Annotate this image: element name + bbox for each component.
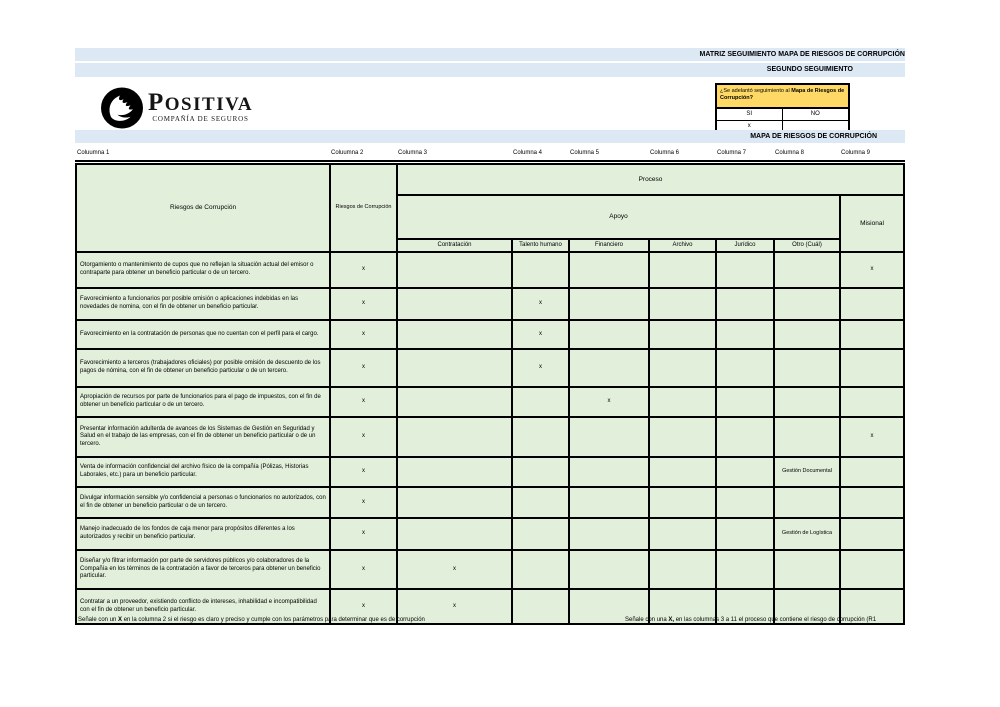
process-cell[interactable]: x	[570, 388, 648, 416]
process-cell[interactable]	[775, 350, 839, 386]
process-cell[interactable]	[513, 590, 568, 623]
risk-description: Manejo inadecuado de los fondos de caja menor para propósitos diferentes a los autorizados y recibir un beneficio particular.	[77, 519, 329, 549]
process-cell[interactable]	[650, 418, 715, 456]
process-cell[interactable]	[398, 519, 511, 549]
column-label-2: Coluumna 2	[331, 150, 364, 156]
risk-description: Presentar información adulterda de avances de los Sistemas de Gestión en Seguridad y Salud en el trabajo de las empresas, con el fin de obtener un beneficio particular o de un tercero.	[77, 418, 329, 456]
process-cell[interactable]	[775, 253, 839, 287]
map-title-band	[75, 130, 905, 143]
process-cell[interactable]	[650, 350, 715, 386]
process-cell[interactable]	[650, 388, 715, 416]
process-cell[interactable]	[717, 350, 773, 386]
process-cell[interactable]: x	[841, 253, 903, 287]
map-title: MAPA DE RIESGOS DE CORRUPCIÓN	[750, 133, 877, 140]
header-riesgos-col2: Riesgos de Corrupción	[331, 165, 396, 251]
process-cell[interactable]	[513, 388, 568, 416]
second-followup-title: SEGUNDO SEGUIMIENTO	[766, 66, 853, 73]
process-cell[interactable]	[513, 519, 568, 549]
footnote-right	[625, 617, 876, 623]
column-label-7: Columna 7	[717, 150, 747, 156]
risk-description: Otorgamiento o mantenimiento de cupos que no reflejan la situación actual del emisor o contraparte para obtener un beneficio particular o de un tercero.	[77, 253, 329, 287]
process-cell[interactable]	[570, 488, 648, 517]
column-label-4: Columna 4	[513, 150, 543, 156]
process-cell[interactable]	[650, 488, 715, 517]
process-cell[interactable]	[570, 551, 648, 588]
process-cell[interactable]	[513, 488, 568, 517]
followup-question	[717, 85, 848, 109]
column-label-6: Columna 6	[650, 150, 680, 156]
process-cell[interactable]: x	[398, 590, 511, 623]
header-misional: Misional	[841, 196, 903, 251]
option-yes-label: SI	[717, 109, 783, 121]
process-cell[interactable]: x	[513, 350, 568, 386]
process-cell[interactable]: x	[513, 289, 568, 319]
process-cell[interactable]	[650, 321, 715, 348]
second-followup-band	[75, 63, 905, 77]
process-cell[interactable]	[570, 519, 648, 549]
process-cell[interactable]	[570, 253, 648, 287]
header-archivo: Archivo	[650, 240, 715, 251]
process-cell[interactable]	[650, 289, 715, 319]
risk-mark-cell[interactable]: x	[331, 289, 396, 319]
process-cell[interactable]: Gestión de Logística	[775, 519, 839, 549]
followup-question-box	[715, 83, 850, 134]
risk-mark-cell[interactable]: x	[331, 519, 396, 549]
process-cell[interactable]	[717, 458, 773, 486]
risk-description: Favorecimiento a terceros (trabajadores oficiales) por posible omisión de descuento de los pagos de nómina, con el fin de obtener un beneficio particular o de un tercero.	[77, 350, 329, 386]
process-cell[interactable]	[775, 388, 839, 416]
footnote-left	[78, 617, 425, 623]
matrix-title-band	[75, 48, 905, 61]
process-cell[interactable]	[398, 289, 511, 319]
process-cell[interactable]: x	[841, 418, 903, 456]
risk-mark-cell[interactable]: x	[331, 488, 396, 517]
footnote-left-prefix: Señale con un	[78, 617, 119, 623]
risk-mark-cell[interactable]: x	[331, 388, 396, 416]
process-cell[interactable]	[513, 551, 568, 588]
logo-company-subtitle: COMPAÑÍA DE SEGUROS	[152, 115, 249, 123]
process-cell[interactable]: Gestión Documental	[775, 458, 839, 486]
risk-description: Contratar a un proveedor, existiendo conflicto de intereses, inhabilidad e incompatibilidad con el fin de obtener un beneficio particular.	[77, 590, 329, 623]
process-cell[interactable]	[841, 388, 903, 416]
process-cell[interactable]	[570, 289, 648, 319]
risk-description: Favorecimiento a funcionarios por posible omisión o aplicaciones indebidas en las novedades de nomina, con el fin de obtener un beneficio particular.	[77, 289, 329, 319]
process-cell[interactable]	[775, 551, 839, 588]
process-cell[interactable]	[650, 253, 715, 287]
process-cell[interactable]	[570, 321, 648, 348]
risk-description: Favorecimiento en la contratación de personas que no cuentan con el perfil para el cargo.	[77, 321, 329, 348]
column-label-8: Columna 8	[775, 150, 805, 156]
process-cell[interactable]	[717, 519, 773, 549]
risk-mark-cell[interactable]: x	[331, 458, 396, 486]
risk-mark-cell[interactable]: x	[331, 350, 396, 386]
process-cell[interactable]	[650, 458, 715, 486]
option-yes-value[interactable]: x	[717, 121, 783, 132]
risk-mark-cell[interactable]: x	[331, 418, 396, 456]
process-cell[interactable]	[841, 551, 903, 588]
positiva-logo	[100, 86, 253, 130]
process-cell[interactable]	[650, 519, 715, 549]
process-cell[interactable]	[841, 519, 903, 549]
logo-company-name: POSITIVA	[148, 89, 254, 116]
process-cell[interactable]	[398, 321, 511, 348]
process-cell[interactable]	[717, 488, 773, 517]
process-cell[interactable]	[775, 418, 839, 456]
process-cell[interactable]	[398, 418, 511, 456]
footnote-left-suffix: en la columna 2 si el riesgo es claro y preciso y cumple con los parámetros para determinar que es de corrupción	[122, 617, 425, 623]
footnote-right-bold: X,	[668, 617, 675, 623]
process-cell[interactable]	[570, 458, 648, 486]
process-cell[interactable]	[398, 388, 511, 416]
process-cell[interactable]	[570, 350, 648, 386]
column-label-5: Columna 5	[570, 150, 600, 156]
header-financiero: Financiero	[570, 240, 648, 251]
process-cell[interactable]	[398, 488, 511, 517]
process-cell[interactable]	[513, 253, 568, 287]
process-cell[interactable]	[570, 418, 648, 456]
process-cell[interactable]	[841, 350, 903, 386]
process-cell[interactable]	[841, 289, 903, 319]
risk-description: Apropiación de recursos por parte de funcionarios para el pago de impuestos, con el fin de obtener un beneficio particular o de un tercero.	[77, 388, 329, 416]
risk-description: Diseñar y/o filtrar información por parte de servidores públicos y/o colaboradores de la Compañía en los términos de la contratación a favor de terceros para obtener un beneficio particular.	[77, 551, 329, 588]
process-cell[interactable]	[398, 253, 511, 287]
process-cell[interactable]	[717, 289, 773, 319]
process-cell[interactable]	[513, 418, 568, 456]
matrix-title: MATRIZ SEGUIMIENTO MAPA DE RIESGOS DE CORRUPCIÓN	[699, 51, 905, 58]
header-talento-humano: Talento humano	[513, 240, 568, 251]
header-juridico: Jurídico	[717, 240, 773, 251]
column-label-9: Columna 9	[841, 150, 871, 156]
logo-text-block	[148, 89, 254, 123]
process-cell[interactable]: x	[513, 321, 568, 348]
risk-table	[75, 163, 905, 625]
risk-mark-cell[interactable]: x	[331, 590, 396, 623]
risk-mark-cell[interactable]: x	[331, 321, 396, 348]
footnote-right-suffix: en las columnas 3 a 11 el proceso que contiene el riesgo de corrupción (R1	[674, 617, 877, 623]
process-cell[interactable]	[775, 488, 839, 517]
process-cell[interactable]	[513, 458, 568, 486]
process-cell[interactable]	[841, 321, 903, 348]
process-cell[interactable]	[650, 551, 715, 588]
process-cell[interactable]	[717, 253, 773, 287]
question-options-row	[717, 109, 848, 121]
header-apoyo: Apoyo	[398, 196, 839, 238]
process-cell[interactable]	[717, 388, 773, 416]
column-label-1: Coluumna 1	[77, 150, 110, 156]
process-cell[interactable]	[717, 551, 773, 588]
risk-mark-cell[interactable]: x	[331, 551, 396, 588]
risk-mark-cell[interactable]: x	[331, 253, 396, 287]
column-label-3: Columna 3	[398, 150, 428, 156]
footnote-left-bold: X	[118, 617, 123, 623]
column-labels-row	[75, 148, 905, 162]
positiva-bird-icon	[100, 86, 144, 130]
process-cell[interactable]	[775, 321, 839, 348]
process-cell[interactable]	[398, 458, 511, 486]
risk-description: Divulgar información sensible y/o confidencial a personas o funcionarios no autorizados, con el fin de obtener un beneficio particular o de un tercero.	[77, 488, 329, 517]
process-cell[interactable]	[717, 418, 773, 456]
process-cell[interactable]	[398, 350, 511, 386]
process-cell[interactable]: x	[398, 551, 511, 588]
header-contratacion: Contratación	[398, 240, 511, 251]
process-cell[interactable]	[841, 458, 903, 486]
followup-question-prefix: ¿Se adelantó seguimiento al	[720, 88, 792, 94]
process-cell[interactable]	[841, 488, 903, 517]
option-no-label: NO	[783, 109, 849, 121]
followup-question-bold: Mapa de Riesgos de Corrupción?	[720, 88, 845, 101]
header-proceso: Proceso	[398, 165, 903, 194]
header-riesgos-col1: Riesgos de Corrupción	[77, 165, 329, 251]
footnote-right-prefix: Señale con una	[625, 617, 669, 623]
risk-description: Venta de información confidencial del archivo físico de la compañía (Pólizas, Historias Laborales, etc.) para un beneficio particular.	[77, 458, 329, 486]
process-cell[interactable]	[775, 289, 839, 319]
process-cell[interactable]	[717, 321, 773, 348]
header-otro-cual: Otro (Cuál)	[775, 240, 839, 251]
